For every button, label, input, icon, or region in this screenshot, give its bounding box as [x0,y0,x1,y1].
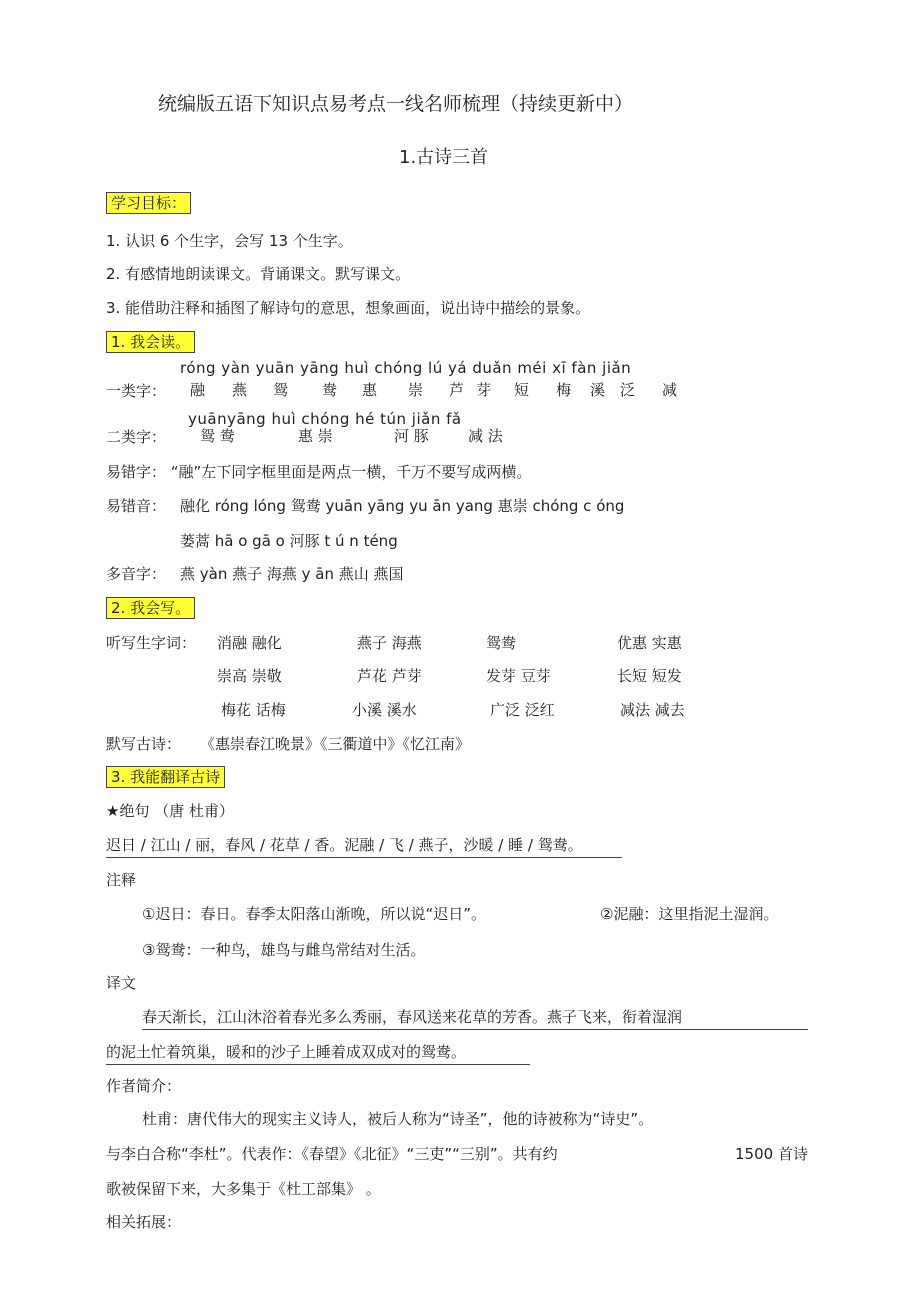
translate-heading: 3. 我能翻译古诗 [106,767,225,787]
dictation-word: 梅花 话梅 [221,701,286,719]
author-line: 杜甫：唐代伟大的现实主义诗人，被后人称为“诗圣”，他的诗被称为“诗史”。 [142,1110,654,1128]
cat1-char: 崇 [408,381,424,399]
author-label: 作者简介： [106,1077,182,1095]
cat1-char: 芽 [476,381,492,399]
confuse-char: 易错字： “融”左下同字框里面是两点一横，千万不要写成两横。 [106,463,532,481]
dictation-word: 崇高 崇敬 [217,667,282,685]
note-item: ①迟日：春日。春季太阳落山渐晚，所以说“迟日”。 [142,905,486,923]
dictation-word: 广泛 泛红 [490,701,555,719]
cat1-char: 惠 [362,381,378,399]
cat1-char: 短 [514,381,530,399]
cat1-char: 溪 [590,381,606,399]
cat1-char: 鸳 [273,381,289,399]
cat1-char: 鸯 [322,381,338,399]
cat2-label: 二类字： [106,428,167,446]
cat1-char: 减 [662,381,678,399]
poem-title: ★绝句 （唐 杜甫） [106,802,234,820]
translation-label: 译文 [106,974,137,992]
goals-heading: 学习目标： [106,193,191,213]
goal-item: 1. 认识 6 个生字，会写 13 个生字。 [106,232,353,250]
poem-text: 迟日 / 江山 / 丽，春风 / 花草 / 香。泥融 / 飞 / 燕子，沙暖 / 睡 / 鸳鸯。 [106,835,622,858]
dictation-word: 长短 短发 [617,667,682,685]
goal-item: 2. 有感情地朗读课文。背诵课文。默写课文。 [106,265,411,283]
dictation-word: 鸳鸯 [486,634,517,652]
recite-text: 《惠崇春江晚景》《三衢道中》《忆江南》 [200,735,471,753]
note-item: ③鸳鸯：一种鸟，雄鸟与雌鸟常结对生活。 [142,941,426,959]
polyphone-text: 燕 yàn 燕子 海燕 y ān 燕山 燕国 [180,565,404,583]
translation-line: 春天渐长，江山沐浴着春光多么秀丽，春风送来花草的芳香。燕子飞来，衔着湿润 [142,1007,808,1030]
dictation-word: 发芽 豆芽 [486,667,551,685]
read-heading: 1. 我会读。 [106,332,195,352]
dictation-word: 燕子 海燕 [357,634,422,652]
dictation-word: 消融 融化 [217,634,282,652]
cat1-char: 燕 [232,381,248,399]
polyphone-label: 多音字： [106,565,167,583]
write-heading: 2. 我会写。 [106,598,195,618]
dictation-word: 优惠 实惠 [617,634,682,652]
cat1-pinyin: róng yàn yuān yāng huì chóng lú yá duǎn méi xī fàn jiǎn [180,359,632,377]
notes-label: 注释 [106,871,137,889]
cat1-char: 梅 [556,381,572,399]
dictation-label: 听写生字词： [106,634,197,652]
confuse-sound-label: 易错音： [106,497,167,515]
goal-item: 3. 能借助注释和插图了解诗句的意思，想象画面，说出诗中描绘的景象。 [106,299,591,317]
extend-label: 相关拓展： [106,1213,182,1231]
dictation-word: 小溪 溪水 [352,701,417,719]
author-line: 歌被保留下来，大多集于《杜工部集》 。 [106,1180,381,1198]
cat1-label: 一类字： [106,382,167,400]
cat2-word: 减 法 [468,427,503,445]
cat2-word: 鸳 鸯 [200,427,235,445]
note-item: ②泥融：这里指泥土湿润。 [600,905,779,923]
document-title: 统编版五语下知识点易考点一线名师梳理（持续更新中） [158,93,634,115]
author-line: 与李白合称“李杜”。代表作：《春望》《北征》“三吏”“三别”。共有约 [106,1145,558,1163]
cat1-char: 芦 [449,381,465,399]
cat2-pinyin: yuānyāng huì chóng hé tún jiǎn fǎ [188,410,462,428]
confuse-sound-line: 蒌蒿 hā o gā o 河豚 t ú n téng [180,532,398,550]
confuse-sound-line: 融化 róng lóng 鸳鸯 yuān yāng yu ān yang 惠崇 chóng c óng [180,497,625,515]
cat2-word: 河 豚 [394,427,429,445]
author-line-number: 1500 首诗 [735,1145,808,1163]
lesson-title: 1.古诗三首 [399,147,489,168]
dictation-word: 减法 减去 [620,701,685,719]
cat2-word: 惠 崇 [298,427,333,445]
cat1-char: 泛 [620,381,636,399]
dictation-word: 芦花 芦芽 [357,667,422,685]
translation-line: 的泥土忙着筑巢，暖和的沙子上睡着成双成对的鸳鸯。 [106,1042,530,1065]
cat1-char: 融 [190,381,206,399]
recite-label: 默写古诗： [106,735,182,753]
